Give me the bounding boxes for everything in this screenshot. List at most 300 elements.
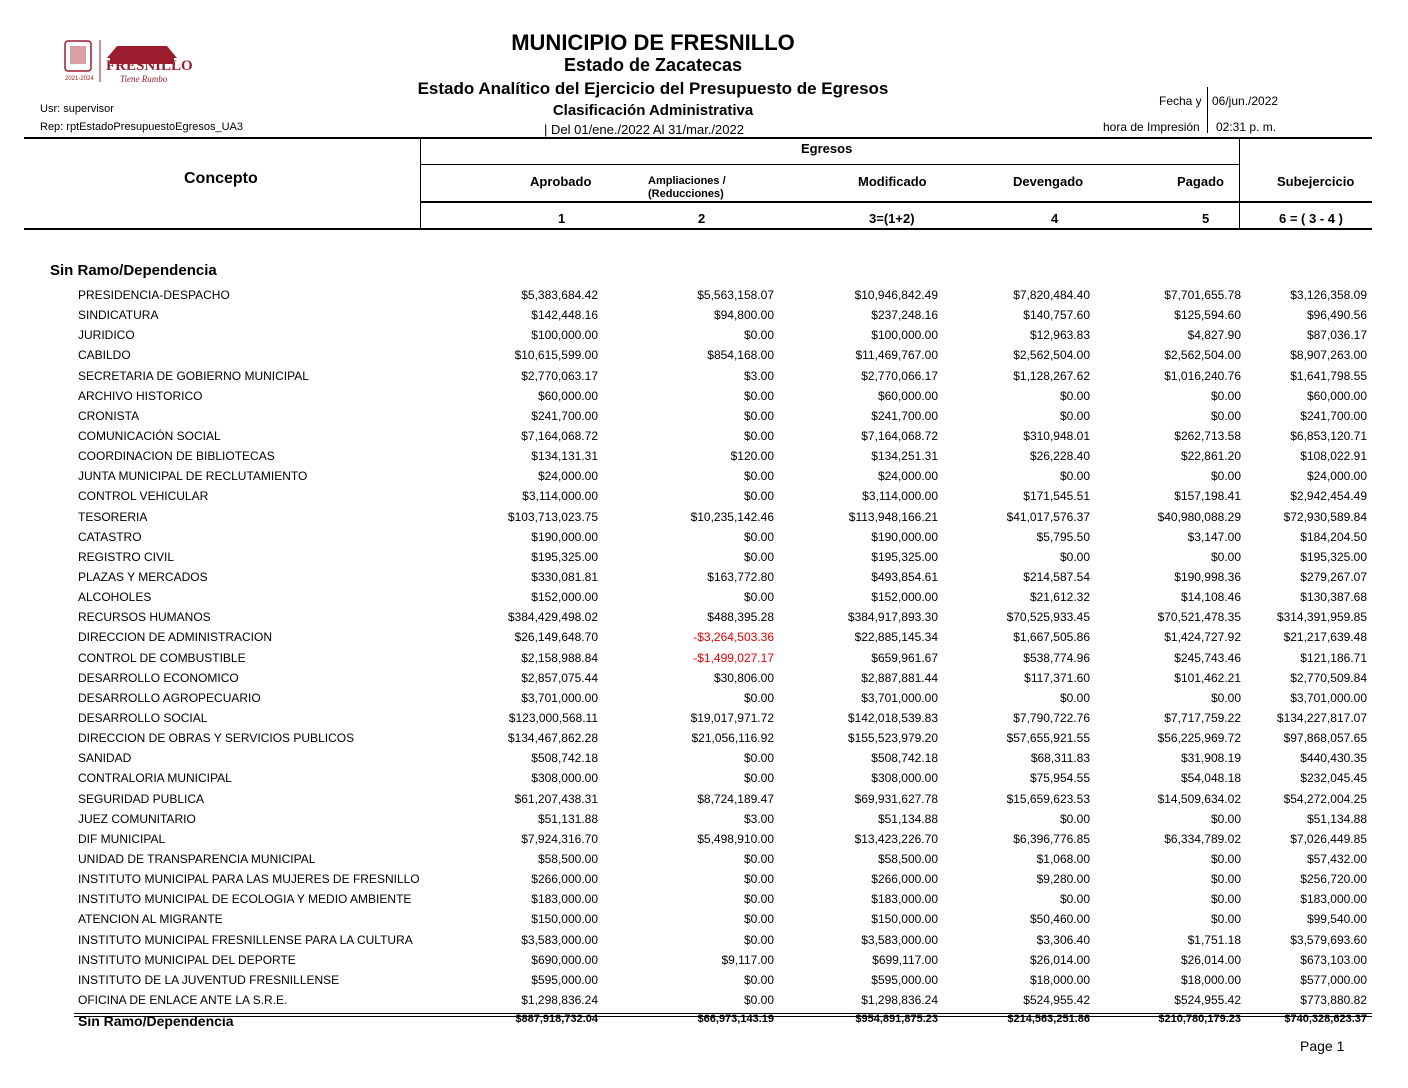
row-subejercicio: $8,907,263.00 bbox=[1290, 348, 1367, 363]
row-pagado: $0.00 bbox=[1210, 912, 1241, 927]
row-ampliaciones: $0.00 bbox=[743, 469, 774, 484]
row-ampliaciones: $3.00 bbox=[743, 811, 774, 826]
row-modificado: $11,469,767.00 bbox=[855, 348, 938, 363]
table-row bbox=[0, 427, 1408, 447]
row-modificado: $3,114,000.00 bbox=[862, 489, 938, 504]
row-devengado: $0.00 bbox=[1059, 469, 1090, 484]
row-ampliaciones: $0.00 bbox=[743, 408, 774, 423]
row-pagado: $101,462.21 bbox=[1174, 670, 1241, 685]
row-modificado: $134,251.31 bbox=[871, 449, 938, 464]
time-label: hora de Impresión bbox=[1103, 120, 1200, 134]
row-ampliaciones: $21,056,116.92 bbox=[691, 731, 774, 746]
row-concept: INSTITUTO MUNICIPAL DEL DEPORTE bbox=[78, 952, 296, 967]
row-devengado: $0.00 bbox=[1059, 811, 1090, 826]
date-value: 06/jun./2022 bbox=[1212, 94, 1279, 108]
row-aprobado: $152,000.00 bbox=[531, 590, 598, 605]
row-devengado: $26,014.00 bbox=[1029, 952, 1090, 967]
row-ampliaciones: $0.00 bbox=[743, 892, 774, 907]
table-row bbox=[0, 709, 1408, 729]
table-row bbox=[0, 951, 1408, 971]
row-ampliaciones: $5,498,910.00 bbox=[697, 831, 774, 846]
total-subejercicio: $740,328,623.37 bbox=[1284, 1013, 1367, 1025]
row-concept: INSTITUTO MUNICIPAL FRESNILLENSE PARA LA CULTURA bbox=[78, 932, 413, 947]
row-concept: INSTITUTO DE LA JUVENTUD FRESNILLENSE bbox=[78, 972, 340, 987]
row-pagado: $7,701,655.78 bbox=[1164, 288, 1241, 302]
table-row bbox=[0, 749, 1408, 769]
row-pagado: $3,147.00 bbox=[1187, 529, 1241, 544]
row-devengado: $3,306.40 bbox=[1036, 932, 1090, 947]
row-pagado: $1,751.18 bbox=[1187, 932, 1241, 947]
row-devengado: $50,460.00 bbox=[1029, 912, 1090, 927]
row-devengado: $21,612.32 bbox=[1029, 590, 1090, 605]
row-concept: PRESIDENCIA-DESPACHO bbox=[78, 288, 230, 302]
row-ampliaciones: $0.00 bbox=[743, 932, 774, 947]
row-aprobado: $60,000.00 bbox=[537, 388, 598, 403]
subejercicio-column-header: Subejercicio bbox=[1277, 174, 1355, 189]
row-ampliaciones: -$1,499,027.17 bbox=[693, 650, 774, 665]
table-row bbox=[0, 870, 1408, 890]
row-aprobado: $195,325.00 bbox=[531, 549, 598, 564]
header-divider-right bbox=[1239, 138, 1240, 229]
row-concept: CRONISTA bbox=[78, 408, 140, 423]
row-ampliaciones: $19,017,971.72 bbox=[690, 710, 774, 725]
row-modificado: $152,000.00 bbox=[871, 590, 938, 605]
row-modificado: $7,164,068.72 bbox=[861, 428, 938, 443]
column-number-6: 6 = ( 3 - 4 ) bbox=[1279, 211, 1343, 226]
row-pagado: $6,334,789.02 bbox=[1164, 831, 1241, 846]
row-devengado: $26,228.40 bbox=[1029, 449, 1090, 464]
table-row bbox=[0, 568, 1408, 588]
row-pagado: $0.00 bbox=[1210, 690, 1241, 705]
row-devengado: $0.00 bbox=[1059, 388, 1090, 403]
row-modificado: $51,134.88 bbox=[877, 811, 938, 826]
table-row bbox=[0, 367, 1408, 387]
row-devengado: $2,562,504.00 bbox=[1013, 348, 1090, 363]
row-concept: OFICINA DE ENLACE ANTE LA S.R.E. bbox=[78, 992, 288, 1007]
row-devengado: $117,371.60 bbox=[1024, 670, 1090, 685]
aprobado-column-header: Aprobado bbox=[530, 174, 592, 189]
row-subejercicio: $96,490.56 bbox=[1306, 308, 1367, 323]
row-aprobado: $384,429,498.02 bbox=[507, 610, 598, 625]
row-pagado: $0.00 bbox=[1210, 851, 1241, 866]
table-row bbox=[0, 628, 1408, 648]
row-subejercicio: $2,942,454.49 bbox=[1290, 489, 1367, 504]
row-pagado: $14,509,634.02 bbox=[1157, 791, 1241, 806]
row-devengado: $171,545.51 bbox=[1023, 489, 1090, 504]
table-row bbox=[0, 971, 1408, 991]
row-pagado: $14,108.46 bbox=[1180, 590, 1241, 605]
table-row bbox=[0, 508, 1408, 528]
column-number-1: 1 bbox=[558, 211, 566, 226]
row-ampliaciones: $0.00 bbox=[743, 872, 774, 887]
row-subejercicio: $130,387.68 bbox=[1300, 590, 1367, 605]
row-aprobado: $2,770,063.17 bbox=[521, 368, 598, 383]
row-subejercicio: $134,227,817.07 bbox=[1276, 710, 1367, 725]
row-modificado: $24,000.00 bbox=[877, 469, 938, 484]
header-divider-left bbox=[420, 138, 421, 229]
row-aprobado: $690,000.00 bbox=[531, 952, 598, 967]
row-modificado: $266,000.00 bbox=[871, 872, 938, 887]
row-subejercicio: $24,000.00 bbox=[1306, 469, 1367, 484]
row-devengado: $7,790,722.76 bbox=[1013, 710, 1090, 725]
row-devengado: $1,068.00 bbox=[1036, 851, 1090, 866]
concept-column-header: Concepto bbox=[184, 170, 258, 187]
row-devengado: $1,667,505.86 bbox=[1013, 630, 1090, 645]
row-subejercicio: $57,432.00 bbox=[1306, 851, 1367, 866]
column-number-3: 3=(1+2) bbox=[869, 211, 915, 226]
row-subejercicio: $87,036.17 bbox=[1306, 328, 1367, 343]
row-aprobado: $190,000.00 bbox=[531, 529, 598, 544]
row-ampliaciones: $854,168.00 bbox=[707, 348, 774, 363]
table-row bbox=[0, 991, 1408, 1011]
row-concept: RECURSOS HUMANOS bbox=[78, 610, 211, 625]
row-modificado: $237,248.16 bbox=[871, 308, 938, 323]
row-aprobado: $7,924,316.70 bbox=[521, 831, 598, 846]
row-devengado: $0.00 bbox=[1059, 690, 1090, 705]
row-subejercicio: $256,720.00 bbox=[1300, 872, 1367, 887]
row-devengado: $9,280.00 bbox=[1036, 872, 1090, 887]
column-number-2: 2 bbox=[698, 211, 706, 226]
row-ampliaciones: $0.00 bbox=[743, 972, 774, 987]
user-label: Usr: supervisor bbox=[40, 103, 114, 115]
table-row bbox=[0, 588, 1408, 608]
row-subejercicio: $3,701,000.00 bbox=[1290, 690, 1367, 705]
row-ampliaciones: $0.00 bbox=[743, 912, 774, 927]
row-devengado: $68,311.83 bbox=[1030, 751, 1090, 766]
row-pagado: $0.00 bbox=[1210, 811, 1241, 826]
row-ampliaciones: $0.00 bbox=[743, 529, 774, 544]
row-ampliaciones: $0.00 bbox=[743, 690, 774, 705]
row-concept: COMUNICACIÓN SOCIAL bbox=[78, 428, 221, 443]
modificado-column-header: Modificado bbox=[858, 174, 927, 189]
table-row bbox=[0, 729, 1408, 749]
row-pagado: $1,424,727.92 bbox=[1164, 630, 1241, 645]
row-aprobado: $595,000.00 bbox=[531, 972, 598, 987]
row-ampliaciones: $0.00 bbox=[743, 751, 774, 766]
row-pagado: $524,955.42 bbox=[1174, 992, 1241, 1007]
row-aprobado: $3,583,000.00 bbox=[521, 932, 598, 947]
row-concept: CONTROL VEHICULAR bbox=[78, 489, 209, 504]
row-devengado: $0.00 bbox=[1059, 549, 1090, 564]
row-modificado: $69,931,627.78 bbox=[854, 791, 938, 806]
row-concept: ALCOHOLES bbox=[78, 590, 152, 605]
row-pagado: $40,980,088.29 bbox=[1157, 509, 1241, 524]
row-aprobado: $24,000.00 bbox=[537, 469, 598, 484]
table-row bbox=[0, 810, 1408, 830]
row-ampliaciones: $9,117.00 bbox=[721, 952, 774, 967]
row-ampliaciones: $0.00 bbox=[743, 489, 774, 504]
row-devengado: $7,820,484.40 bbox=[1013, 288, 1090, 302]
date-label: Fecha y bbox=[1159, 94, 1202, 108]
row-ampliaciones: $0.00 bbox=[743, 851, 774, 866]
ampliaciones-header-line2: (Reducciones) bbox=[648, 188, 724, 200]
row-pagado: $4,827.90 bbox=[1187, 328, 1241, 343]
row-devengado: $214,587.54 bbox=[1023, 569, 1090, 584]
row-ampliaciones: $5,563,158.07 bbox=[697, 288, 774, 302]
row-pagado: $157,198.41 bbox=[1174, 489, 1241, 504]
row-aprobado: $134,131.31 bbox=[531, 449, 598, 464]
table-row bbox=[0, 387, 1408, 407]
pagado-column-header: Pagado bbox=[1177, 174, 1224, 189]
totals-label: Sin Ramo/Dependencia bbox=[78, 1013, 234, 1029]
date-separator bbox=[1207, 87, 1208, 133]
row-modificado: $699,117.00 bbox=[872, 952, 938, 967]
row-concept: ARCHIVO HISTORICO bbox=[78, 388, 203, 403]
row-concept: DIRECCION DE OBRAS Y SERVICIOS PUBLICOS bbox=[78, 731, 355, 746]
row-concept: SINDICATURA bbox=[78, 308, 159, 323]
row-aprobado: $10,615,599.00 bbox=[514, 348, 598, 363]
table-row bbox=[0, 407, 1408, 427]
row-aprobado: $150,000.00 bbox=[531, 912, 598, 927]
row-subejercicio: $3,126,358.09 bbox=[1290, 288, 1367, 302]
row-modificado: $3,583,000.00 bbox=[861, 932, 938, 947]
row-subejercicio: $108,022.91 bbox=[1300, 449, 1367, 464]
report-classification: Clasificación Administrativa bbox=[552, 102, 754, 119]
table-row bbox=[0, 346, 1408, 366]
row-modificado: $241,700.00 bbox=[871, 408, 938, 423]
row-ampliaciones: $0.00 bbox=[743, 549, 774, 564]
row-pagado: $7,717,759.22 bbox=[1164, 710, 1241, 725]
row-devengado: $75,954.55 bbox=[1029, 771, 1090, 786]
row-modificado: $113,948,166.21 bbox=[848, 509, 938, 524]
row-aprobado: $1,298,836.24 bbox=[521, 992, 598, 1007]
row-aprobado: $3,114,000.00 bbox=[522, 489, 598, 504]
row-devengado: $18,000.00 bbox=[1029, 972, 1090, 987]
row-pagado: $0.00 bbox=[1210, 408, 1241, 423]
row-subejercicio: $440,430.35 bbox=[1300, 751, 1367, 766]
row-devengado: $140,757.60 bbox=[1023, 308, 1090, 323]
row-subejercicio: $54,272,004.25 bbox=[1283, 791, 1367, 806]
row-aprobado: $241,700.00 bbox=[531, 408, 598, 423]
row-pagado: $245,743.46 bbox=[1174, 650, 1241, 665]
row-devengado: $70,525,933.45 bbox=[1006, 610, 1090, 625]
row-modificado: $155,523,979.20 bbox=[847, 731, 938, 746]
row-ampliaciones: -$3,264,503.36 bbox=[693, 630, 774, 645]
row-modificado: $13,423,226.70 bbox=[854, 831, 938, 846]
row-concept: DIF MUNICIPAL bbox=[78, 831, 166, 846]
row-ampliaciones: $94,800.00 bbox=[713, 308, 774, 323]
row-subejercicio: $99,540.00 bbox=[1306, 912, 1367, 927]
row-pagado: $56,225,969.72 bbox=[1157, 731, 1241, 746]
row-modificado: $493,854.61 bbox=[871, 569, 938, 584]
row-subejercicio: $195,325.00 bbox=[1300, 549, 1367, 564]
row-devengado: $0.00 bbox=[1059, 408, 1090, 423]
header-mid-rule bbox=[421, 201, 1372, 203]
row-pagado: $31,908.19 bbox=[1180, 751, 1241, 766]
row-subejercicio: $232,045.45 bbox=[1300, 771, 1367, 786]
row-ampliaciones: $0.00 bbox=[743, 590, 774, 605]
table-row bbox=[0, 830, 1408, 850]
row-concept: JUNTA MUNICIPAL DE RECLUTAMIENTO bbox=[78, 469, 308, 484]
total-devengado: $214,563,251.86 bbox=[1007, 1013, 1090, 1025]
row-subejercicio: $1,641,798.55 bbox=[1290, 368, 1367, 383]
row-pagado: $0.00 bbox=[1210, 469, 1241, 484]
report-municipality: MUNICIPIO DE FRESNILLO bbox=[511, 30, 795, 55]
row-devengado: $1,128,267.62 bbox=[1013, 368, 1090, 383]
row-subejercicio: $2,770,509.84 bbox=[1290, 670, 1367, 685]
row-modificado: $508,742.18 bbox=[871, 751, 938, 766]
table-row bbox=[0, 306, 1408, 326]
row-devengado: $5,795.50 bbox=[1036, 529, 1090, 544]
row-subejercicio: $241,700.00 bbox=[1300, 408, 1367, 423]
row-aprobado: $103,713,023.75 bbox=[507, 509, 598, 524]
row-subejercicio: $577,000.00 bbox=[1300, 972, 1367, 987]
row-concept: CATASTRO bbox=[78, 529, 142, 544]
table-row bbox=[0, 689, 1408, 709]
report-period: | Del 01/ene./2022 Al 31/mar./2022 bbox=[544, 122, 744, 137]
report-id-label: Rep: rptEstadoPresupuestoEgresos_UA3 bbox=[40, 121, 244, 133]
row-subejercicio: $773,880.82 bbox=[1300, 992, 1367, 1007]
table-row bbox=[0, 790, 1408, 810]
row-aprobado: $266,000.00 bbox=[531, 872, 598, 887]
total-modificado: $954,891,875.23 bbox=[855, 1013, 938, 1025]
row-concept: SECRETARIA DE GOBIERNO MUNICIPAL bbox=[78, 368, 309, 383]
row-aprobado: $26,149,648.70 bbox=[514, 630, 598, 645]
time-value: 02:31 p. m. bbox=[1216, 120, 1277, 134]
row-pagado: $0.00 bbox=[1210, 872, 1241, 887]
row-modificado: $10,946,842.49 bbox=[854, 288, 938, 302]
row-modificado: $195,325.00 bbox=[871, 549, 938, 564]
row-ampliaciones: $0.00 bbox=[743, 328, 774, 343]
row-ampliaciones: $163,772.80 bbox=[707, 569, 774, 584]
row-subejercicio: $7,026,449.85 bbox=[1290, 831, 1367, 846]
row-concept: DESARROLLO SOCIAL bbox=[78, 710, 208, 725]
row-aprobado: $51,131.88 bbox=[537, 811, 598, 826]
table-row bbox=[0, 769, 1408, 789]
table-row bbox=[0, 548, 1408, 568]
row-modificado: $595,000.00 bbox=[871, 972, 938, 987]
table-row bbox=[0, 608, 1408, 628]
row-ampliaciones: $8,724,189.47 bbox=[697, 791, 774, 806]
row-pagado: $262,713.58 bbox=[1174, 428, 1241, 443]
section-title: Sin Ramo/Dependencia bbox=[50, 262, 217, 279]
row-concept: INSTITUTO MUNICIPAL PARA LAS MUJERES DE FRESNILLO bbox=[78, 872, 420, 887]
row-devengado: $57,655,921.55 bbox=[1006, 731, 1090, 746]
row-subejercicio: $6,853,120.71 bbox=[1290, 428, 1367, 443]
row-aprobado: $7,164,068.72 bbox=[521, 428, 598, 443]
row-concept: DIRECCION DE ADMINISTRACION bbox=[78, 630, 273, 645]
row-aprobado: $183,000.00 bbox=[531, 892, 598, 907]
row-concept: SANIDAD bbox=[78, 751, 132, 766]
row-concept: JURIDICO bbox=[78, 328, 135, 343]
row-devengado: $41,017,576.37 bbox=[1006, 509, 1090, 524]
row-concept: UNIDAD DE TRANSPARENCIA MUNICIPAL bbox=[78, 851, 316, 866]
row-pagado: $2,562,504.00 bbox=[1164, 348, 1241, 363]
row-ampliaciones: $0.00 bbox=[743, 771, 774, 786]
row-modificado: $142,018,539.83 bbox=[847, 710, 938, 725]
row-concept: JUEZ COMUNITARIO bbox=[78, 811, 196, 826]
table-row bbox=[0, 890, 1408, 910]
row-subejercicio: $121,186.71 bbox=[1300, 650, 1367, 665]
row-pagado: $190,998.36 bbox=[1174, 569, 1241, 584]
row-subejercicio: $3,579,693.60 bbox=[1290, 932, 1367, 947]
row-aprobado: $330,081.81 bbox=[531, 569, 598, 584]
row-concept: PLAZAS Y MERCADOS bbox=[78, 569, 208, 584]
row-pagado: $0.00 bbox=[1210, 549, 1241, 564]
row-aprobado: $61,207,438.31 bbox=[514, 791, 598, 806]
table-row bbox=[0, 447, 1408, 467]
row-modificado: $659,961.67 bbox=[871, 650, 938, 665]
row-ampliaciones: $0.00 bbox=[743, 428, 774, 443]
table-row bbox=[0, 669, 1408, 689]
row-modificado: $2,887,881.44 bbox=[861, 670, 938, 685]
table-row bbox=[0, 286, 1408, 306]
row-pagado: $18,000.00 bbox=[1180, 972, 1241, 987]
row-concept: TESORERIA bbox=[78, 509, 148, 524]
row-pagado: $0.00 bbox=[1210, 388, 1241, 403]
row-modificado: $22,885,145.34 bbox=[854, 630, 938, 645]
row-subejercicio: $184,204.50 bbox=[1300, 529, 1367, 544]
row-ampliaciones: $3.00 bbox=[743, 368, 774, 383]
row-pagado: $0.00 bbox=[1210, 892, 1241, 907]
total-aprobado: $887,918,732.04 bbox=[515, 1013, 598, 1025]
row-modificado: $183,000.00 bbox=[871, 892, 938, 907]
row-aprobado: $123,000,568.11 bbox=[508, 710, 598, 725]
header-top-rule bbox=[24, 137, 1372, 139]
row-modificado: $100,000.00 bbox=[871, 328, 938, 343]
page-number: Page 1 bbox=[1300, 1038, 1345, 1054]
row-ampliaciones: $488,395.28 bbox=[707, 610, 774, 625]
row-aprobado: $508,742.18 bbox=[531, 751, 598, 766]
row-concept: SEGURIDAD PUBLICA bbox=[78, 791, 205, 806]
report-state: Estado de Zacatecas bbox=[563, 55, 743, 75]
row-modificado: $1,298,836.24 bbox=[861, 992, 938, 1007]
row-modificado: $384,917,893.30 bbox=[847, 610, 938, 625]
table-row bbox=[0, 487, 1408, 507]
row-devengado: $12,963.83 bbox=[1029, 328, 1090, 343]
row-pagado: $26,014.00 bbox=[1180, 952, 1241, 967]
table-row bbox=[0, 467, 1408, 487]
row-concept: DESARROLLO ECONOMICO bbox=[78, 670, 239, 685]
row-aprobado: $134,467,862.28 bbox=[507, 731, 598, 746]
row-aprobado: $2,158,988.84 bbox=[521, 650, 598, 665]
row-aprobado: $58,500.00 bbox=[537, 851, 598, 866]
row-aprobado: $2,857,075.44 bbox=[521, 670, 598, 685]
logo-wordmark: FRESNILLO bbox=[106, 58, 193, 74]
row-subejercicio: $183,000.00 bbox=[1300, 892, 1367, 907]
row-concept: DESARROLLO AGROPECUARIO bbox=[78, 690, 261, 705]
row-aprobado: $3,701,000.00 bbox=[521, 690, 598, 705]
budget-table-body bbox=[0, 286, 1408, 1011]
table-row bbox=[0, 931, 1408, 951]
row-subejercicio: $21,217,639.48 bbox=[1283, 630, 1367, 645]
row-modificado: $58,500.00 bbox=[877, 851, 938, 866]
table-row bbox=[0, 528, 1408, 548]
row-devengado: $524,955.42 bbox=[1023, 992, 1090, 1007]
column-number-4: 4 bbox=[1051, 211, 1059, 226]
row-aprobado: $142,448.16 bbox=[531, 308, 598, 323]
row-ampliaciones: $30,806.00 bbox=[713, 670, 774, 685]
row-subejercicio: $51,134.88 bbox=[1306, 811, 1367, 826]
row-pagado: $70,521,478.35 bbox=[1157, 610, 1241, 625]
table-row bbox=[0, 649, 1408, 669]
row-concept: COORDINACION DE BIBLIOTECAS bbox=[78, 449, 275, 464]
row-pagado: $125,594.60 bbox=[1174, 308, 1241, 323]
row-ampliaciones: $10,235,142.46 bbox=[690, 509, 774, 524]
devengado-column-header: Devengado bbox=[1013, 174, 1084, 189]
column-number-5: 5 bbox=[1202, 211, 1210, 226]
row-modificado: $150,000.00 bbox=[871, 912, 938, 927]
row-subejercicio: $97,868,057.65 bbox=[1283, 731, 1367, 746]
row-subejercicio: $279,267.07 bbox=[1300, 569, 1367, 584]
row-devengado: $0.00 bbox=[1059, 892, 1090, 907]
row-devengado: $538,774.96 bbox=[1023, 650, 1090, 665]
row-modificado: $308,000.00 bbox=[871, 771, 938, 786]
row-concept: CABILDO bbox=[78, 348, 131, 363]
row-subejercicio: $673,103.00 bbox=[1300, 952, 1367, 967]
egresos-group-header: Egresos bbox=[801, 141, 853, 156]
logo-tagline: Tiene Rumbo bbox=[120, 74, 168, 84]
